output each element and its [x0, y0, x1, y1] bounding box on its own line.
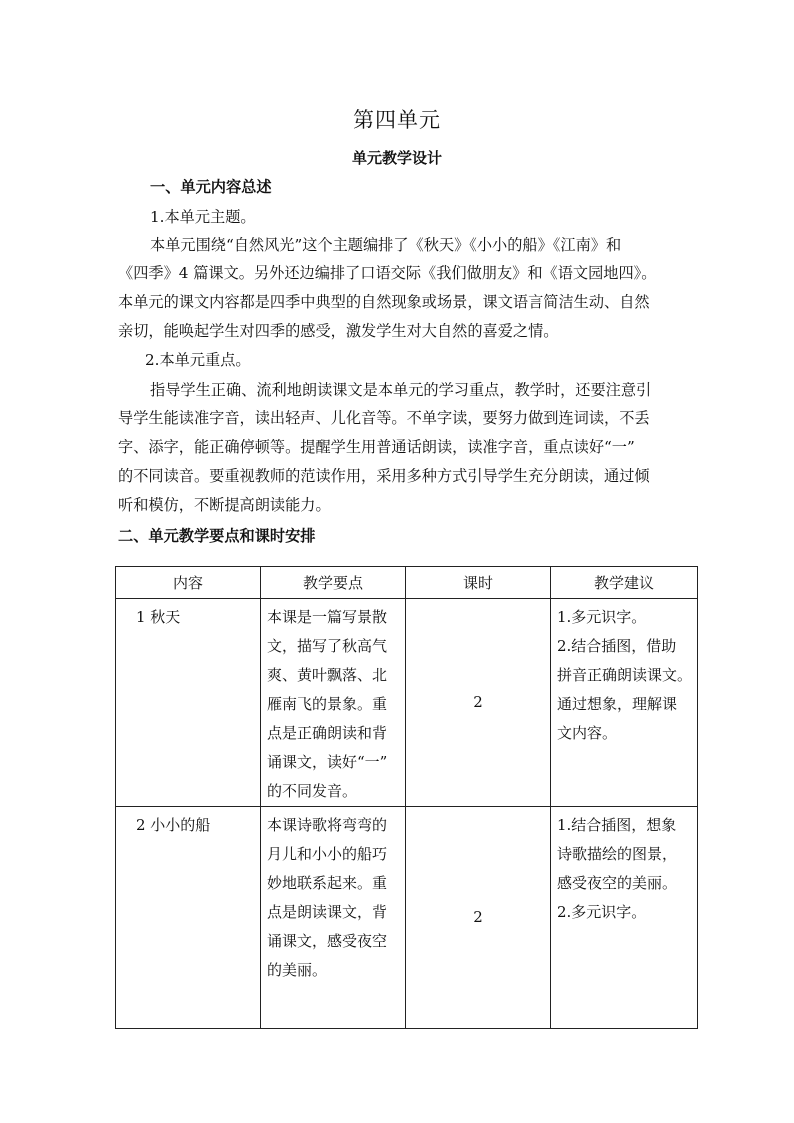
- cell-line: 1.结合插图，想象: [557, 816, 677, 834]
- table-row: [116, 599, 698, 807]
- teaching-points: [261, 807, 406, 1029]
- header-content: 内容: [116, 567, 261, 599]
- class-hours: 2: [406, 807, 551, 1029]
- cell-line: 文内容。: [557, 724, 618, 742]
- item1-heading: 1.本单元主题。: [150, 208, 256, 226]
- item1-line: 亲切，能唤起学生对四季的感受，激发学生对大自然的喜爱之情。: [118, 322, 559, 340]
- cell-line: 诗歌描绘的图景，: [557, 845, 678, 863]
- cell-line: 拼音正确朗读课文。: [557, 666, 693, 684]
- cell-line: 2.结合插图，借助: [557, 637, 677, 655]
- cell-line: 本课是一篇写景散: [267, 608, 388, 626]
- section1-heading: 一、单元内容总述: [150, 178, 272, 196]
- table-row: [116, 807, 698, 1029]
- item2-line: 的不同读音。要重视教师的范读作用，采用多种方式引导学生充分朗读，通过倾: [118, 467, 650, 485]
- item2-line: 听和模仿，不断提高朗读能力。: [118, 496, 331, 514]
- item1-line: 本单元围绕“自然风光”这个主题编排了《秋天》《小小的船》《江南》和: [150, 236, 622, 254]
- lesson-name: 1 秋天: [116, 599, 261, 807]
- cell-line: 爽、黄叶飘落、北: [267, 666, 388, 684]
- cell-line: 的美丽。: [267, 961, 328, 979]
- unit-title: 第四单元: [353, 108, 441, 132]
- item1-line: 《四季》4 篇课文。另外还边编排了口语交际《我们做朋友》和《语文园地四》。: [118, 264, 657, 282]
- item2-line: 指导学生正确、流利地朗读课文是本单元的学习重点，教学时，还要注意引: [150, 381, 652, 399]
- cell-line: 通过想象，理解课: [557, 695, 678, 713]
- lesson-name: 2 小小的船: [116, 807, 261, 1029]
- header-teaching-points: 教学要点: [261, 567, 406, 599]
- cell-line: 月儿和小小的船巧: [267, 845, 388, 863]
- cell-line: 雁南飞的景象。重: [267, 695, 388, 713]
- header-teaching-suggestions: 教学建议: [551, 567, 698, 599]
- teaching-suggestions: [551, 599, 698, 807]
- teaching-points: [261, 599, 406, 807]
- item2-line: 字、添字，能正确停顿等。提醒学生用普通话朗读，读准字音，重点读好“一”: [118, 438, 635, 456]
- item1-line: 本单元的课文内容都是四季中典型的自然现象或场景，课文语言简洁生动、自然: [118, 293, 650, 311]
- item2-line: 导学生能读准字音，读出轻声、儿化音等。不单字读，要努力做到连词读，不丢: [118, 409, 650, 427]
- header-class-hours: 课时: [406, 567, 551, 599]
- cell-line: 本课诗歌将弯弯的: [267, 816, 388, 834]
- cell-line: 文，描写了秋高气: [267, 637, 388, 655]
- cell-line: 妙地联系起来。重: [267, 874, 388, 892]
- table-header-row: [116, 567, 698, 599]
- lesson-plan-table: [115, 566, 698, 1029]
- cell-line: 1.多元识字。: [557, 608, 647, 626]
- item2-heading: 2.本单元重点。: [145, 351, 251, 369]
- cell-line: 诵课文，读好“一”: [267, 753, 388, 771]
- cell-line: 2.多元识字。: [557, 903, 647, 921]
- cell-line: 点是正确朗读和背: [267, 724, 388, 742]
- cell-line: 诵课文，感受夜空: [267, 932, 388, 950]
- unit-subtitle: 单元教学设计: [351, 149, 442, 167]
- teaching-suggestions: [551, 807, 698, 1029]
- section2-heading: 二、单元教学要点和课时安排: [118, 527, 316, 545]
- cell-line: 点是朗读课文，背: [267, 903, 388, 921]
- class-hours: 2: [406, 599, 551, 807]
- cell-line: 的不同发音。: [267, 782, 358, 800]
- cell-line: 感受夜空的美丽。: [557, 874, 678, 892]
